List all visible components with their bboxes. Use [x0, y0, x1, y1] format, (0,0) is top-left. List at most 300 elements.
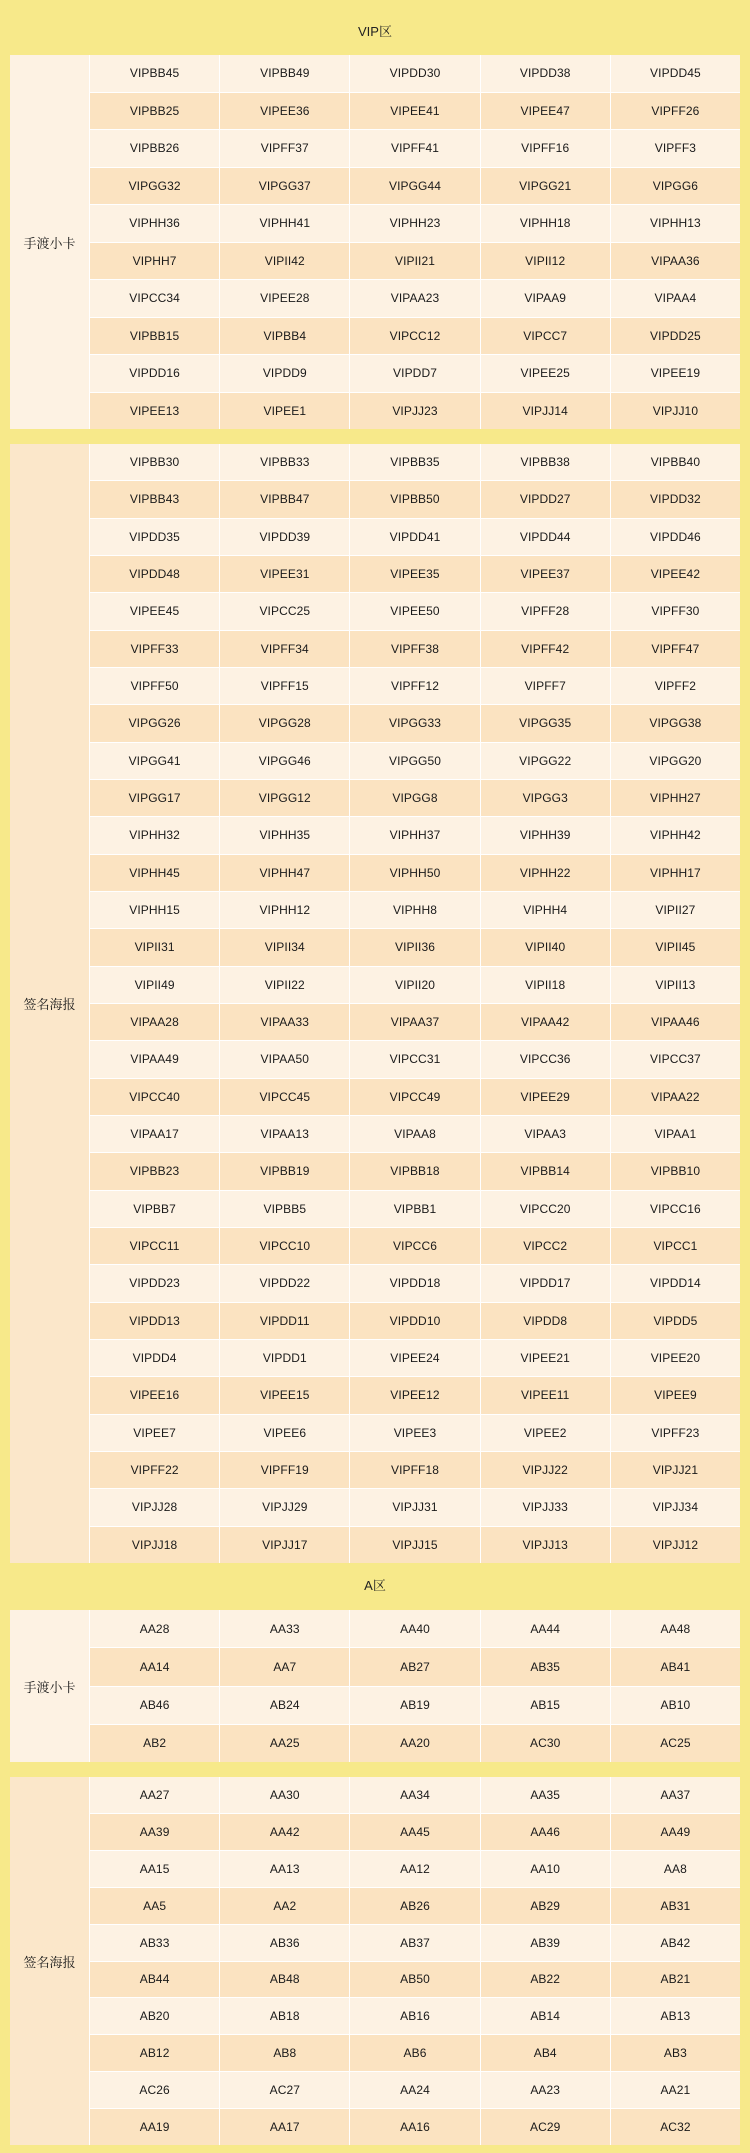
seat-code-cell: VIPCC36: [481, 1041, 611, 1077]
seat-code-cell: VIPHH36: [90, 205, 220, 242]
seat-code-cell: VIPEE13: [90, 393, 220, 430]
seat-code-cell: VIPAA8: [350, 1116, 480, 1152]
seat-code-cell: VIPII18: [481, 967, 611, 1003]
seat-code-cell: AB13: [660, 2009, 691, 2024]
seat-code-cell: VIPDD7: [350, 355, 480, 392]
seat-code-cell: AB12: [90, 2035, 220, 2071]
seat-code-cell: VIPEE29: [481, 1079, 611, 1115]
seat-code-cell: VIPDD23: [90, 1265, 220, 1301]
seat-code-cell: VIPAA36: [651, 253, 700, 268]
seat-code-cell: VIPBB14: [481, 1153, 611, 1189]
table-row: [90, 892, 740, 929]
seat-code-cell: VIPBB40: [650, 455, 701, 470]
seat-code-cell: AA13: [220, 1851, 350, 1887]
seat-code-cell: VIPCC16: [650, 1201, 701, 1216]
seat-code-cell: AC30: [481, 1725, 611, 1762]
seat-code-cell: AB6: [350, 2035, 480, 2071]
seat-code-cell: VIPAA23: [350, 280, 480, 317]
seat-code-cell: VIPEE16: [90, 1377, 220, 1413]
seat-code-cell: VIPJJ28: [90, 1489, 220, 1525]
group-label: 签名海报: [10, 444, 90, 1563]
table-row: [90, 743, 740, 780]
seat-code-cell: VIPDD44: [481, 519, 611, 555]
seat-code-cell: VIPCC45: [220, 1079, 350, 1115]
seat-code-cell: VIPEE11: [481, 1377, 611, 1413]
seat-code-cell: VIPHH17: [650, 865, 701, 880]
seat-code-cell: AC29: [481, 2109, 611, 2145]
seat-code-cell: VIPEE21: [481, 1340, 611, 1376]
seat-code-cell: VIPEE50: [350, 593, 480, 629]
seat-code-cell: VIPHH12: [220, 892, 350, 928]
seat-code-cell: VIPDD13: [90, 1303, 220, 1339]
seat-code-cell: VIPBB23: [90, 1153, 220, 1189]
seat-code-cell: VIPHH18: [481, 205, 611, 242]
seat-code-cell: VIPII12: [481, 243, 611, 280]
seat-table: [90, 444, 740, 1563]
seat-code-cell: VIPDD35: [90, 519, 220, 555]
seat-code-cell: VIPFF41: [350, 130, 480, 167]
table-row: [90, 1814, 740, 1851]
seat-code-cell: VIPHH32: [90, 817, 220, 853]
table-row: [90, 2035, 740, 2072]
table-row: [90, 318, 740, 356]
seat-code-cell: VIPJJ13: [481, 1527, 611, 1563]
seat-code-cell: VIPAA9: [481, 280, 611, 317]
seat-code-cell: VIPGG32: [90, 168, 220, 205]
seat-code-cell: VIPHH45: [90, 855, 220, 891]
table-row: [90, 967, 740, 1004]
table-row: [90, 1489, 740, 1526]
seat-code-cell: VIPDD39: [220, 519, 350, 555]
seat-code-cell: VIPAA49: [90, 1041, 220, 1077]
seat-code-cell: VIPBB30: [90, 444, 220, 480]
seat-code-cell: VIPHH27: [650, 791, 701, 806]
seat-code-cell: VIPGG44: [350, 168, 480, 205]
table-row: [90, 1079, 740, 1116]
table-row: [90, 1041, 740, 1078]
table-row: [90, 355, 740, 393]
seat-code-cell: VIPHH50: [350, 855, 480, 891]
seat-code-cell: AA24: [350, 2072, 480, 2108]
seat-code-cell: VIPDD5: [653, 1313, 698, 1328]
seat-code-cell: VIPII22: [220, 967, 350, 1003]
seat-code-cell: VIPFF33: [90, 631, 220, 667]
seat-code-cell: VIPHH41: [220, 205, 350, 242]
seat-code-cell: AB39: [481, 1925, 611, 1961]
photocard-group: [10, 1610, 740, 1762]
seat-code-cell: AA19: [90, 2109, 220, 2145]
seat-code-cell: VIPAA22: [651, 1089, 700, 1104]
seat-code-cell: AA27: [90, 1777, 220, 1813]
seat-code-cell: AA16: [350, 2109, 480, 2145]
seat-code-cell: VIPEE47: [481, 93, 611, 130]
seat-code-cell: VIPDD48: [90, 556, 220, 592]
seat-code-cell: VIPII20: [350, 967, 480, 1003]
seat-code-cell: AA33: [220, 1610, 350, 1647]
seat-code-cell: VIPBB1: [350, 1191, 480, 1227]
seat-code-cell: VIPGG17: [90, 780, 220, 816]
table-row: [90, 1116, 740, 1153]
section-title: VIP区: [358, 24, 392, 39]
table-row: [90, 1377, 740, 1414]
seat-code-cell: VIPII21: [350, 243, 480, 280]
seat-code-cell: VIPCC49: [350, 1079, 480, 1115]
seat-code-cell: VIPDD22: [220, 1265, 350, 1301]
seat-code-cell: VIPEE25: [481, 355, 611, 392]
seat-code-cell: VIPBB47: [220, 481, 350, 517]
seat-code-cell: AB37: [350, 1925, 480, 1961]
seat-code-cell: VIPDD18: [350, 1265, 480, 1301]
seat-code-cell: AB22: [481, 1962, 611, 1998]
table-row: [90, 780, 740, 817]
table-row: [90, 1452, 740, 1489]
table-row: [90, 1265, 740, 1302]
seat-code-cell: VIPEE1: [220, 393, 350, 430]
seat-code-cell: VIPEE3: [350, 1415, 480, 1451]
seat-code-cell: VIPGG6: [652, 178, 699, 193]
seat-code-cell: VIPEE31: [220, 556, 350, 592]
seat-code-cell: VIPDD25: [650, 328, 701, 343]
seat-code-cell: AB42: [660, 1935, 691, 1950]
seat-code-cell: AB27: [350, 1648, 480, 1685]
seat-code-cell: VIPDD27: [481, 481, 611, 517]
seat-code-cell: VIPFF12: [350, 668, 480, 704]
seat-code-cell: VIPBB5: [220, 1191, 350, 1227]
seat-code-cell: VIPCC6: [350, 1228, 480, 1264]
seat-code-cell: AA48: [660, 1621, 691, 1636]
seat-code-cell: AC26: [90, 2072, 220, 2108]
seat-code-cell: AB50: [350, 1962, 480, 1998]
seat-code-cell: VIPII13: [655, 977, 696, 992]
table-row: [90, 280, 740, 318]
seat-code-cell: VIPHH4: [481, 892, 611, 928]
seat-code-cell: VIPCC7: [481, 318, 611, 355]
seat-code-cell: AB4: [481, 2035, 611, 2071]
seat-code-cell: AA34: [350, 1777, 480, 1813]
seat-code-cell: VIPBB33: [220, 444, 350, 480]
seat-table: [90, 1610, 740, 1762]
seat-code-cell: VIPEE19: [650, 366, 701, 381]
seat-code-cell: VIPHH35: [220, 817, 350, 853]
seat-code-cell: AA20: [350, 1725, 480, 1762]
seat-code-cell: AB16: [350, 1998, 480, 2034]
seat-code-cell: VIPHH39: [481, 817, 611, 853]
table-row: [90, 1228, 740, 1265]
seat-code-cell: AA28: [90, 1610, 220, 1647]
seat-code-cell: AC32: [660, 2120, 691, 2135]
seat-code-cell: VIPFF28: [481, 593, 611, 629]
seat-code-cell: AA17: [220, 2109, 350, 2145]
seat-code-cell: VIPGG37: [220, 168, 350, 205]
seat-code-cell: VIPGG50: [350, 743, 480, 779]
seat-code-cell: VIPFF30: [651, 604, 700, 619]
table-row: [90, 1648, 740, 1686]
table-row: [90, 1415, 740, 1452]
seat-code-cell: VIPHH42: [650, 828, 701, 843]
seat-code-cell: AB15: [481, 1687, 611, 1724]
seat-code-cell: VIPDD1: [220, 1340, 350, 1376]
seat-code-cell: VIPGG41: [90, 743, 220, 779]
seat-code-cell: VIPGG28: [220, 705, 350, 741]
seat-code-cell: AB3: [663, 2046, 687, 2061]
seat-code-cell: VIPJJ21: [652, 1463, 699, 1478]
seat-code-cell: AB44: [90, 1962, 220, 1998]
seat-code-cell: VIPFF38: [350, 631, 480, 667]
table-row: [90, 1687, 740, 1725]
seat-code-cell: VIPJJ23: [350, 393, 480, 430]
table-row: [90, 817, 740, 854]
group-label: 手渡小卡: [10, 55, 90, 429]
seat-code-cell: VIPDD32: [650, 492, 701, 507]
seat-code-cell: VIPCC31: [350, 1041, 480, 1077]
table-row: [90, 556, 740, 593]
seat-code-cell: AA30: [220, 1777, 350, 1813]
seat-code-cell: AA8: [663, 1861, 687, 1876]
seat-code-cell: VIPBB43: [90, 481, 220, 517]
seat-code-cell: VIPFF50: [90, 668, 220, 704]
table-row: [90, 2109, 740, 2145]
seat-code-cell: VIPEE41: [350, 93, 480, 130]
seat-code-cell: VIPEE36: [220, 93, 350, 130]
seat-code-cell: VIPDD4: [90, 1340, 220, 1376]
seat-code-cell: VIPBB10: [650, 1164, 701, 1179]
table-row: [90, 1888, 740, 1925]
table-row: [90, 1340, 740, 1377]
seat-code-cell: VIPJJ10: [652, 403, 699, 418]
seat-code-cell: VIPEE7: [90, 1415, 220, 1451]
table-row: [90, 1998, 740, 2035]
seat-code-cell: VIPEE24: [350, 1340, 480, 1376]
seat-code-cell: AC25: [660, 1736, 691, 1751]
seat-code-cell: VIPHH22: [481, 855, 611, 891]
seat-code-cell: VIPCC1: [653, 1239, 698, 1254]
seat-code-cell: VIPCC10: [220, 1228, 350, 1264]
seat-code-cell: VIPEE28: [220, 280, 350, 317]
seat-code-cell: AB48: [220, 1962, 350, 1998]
seat-code-cell: VIPJJ29: [220, 1489, 350, 1525]
seat-code-cell: VIPDD16: [90, 355, 220, 392]
table-row: [90, 130, 740, 168]
seat-code-cell: AB19: [350, 1687, 480, 1724]
table-row: [90, 1191, 740, 1228]
table-row: [90, 1527, 740, 1563]
seat-code-cell: VIPCC34: [90, 280, 220, 317]
seat-code-cell: AA44: [481, 1610, 611, 1647]
table-row: [90, 855, 740, 892]
seat-code-cell: AB35: [481, 1648, 611, 1685]
seat-code-cell: AA49: [660, 1824, 691, 1839]
seat-code-cell: VIPDD41: [350, 519, 480, 555]
seat-code-cell: AA15: [90, 1851, 220, 1887]
seat-code-cell: AA25: [220, 1725, 350, 1762]
seat-code-cell: VIPJJ17: [220, 1527, 350, 1563]
seat-code-cell: VIPEE42: [650, 567, 701, 582]
seat-code-cell: VIPAA13: [220, 1116, 350, 1152]
seat-code-cell: VIPDD14: [650, 1276, 701, 1291]
seat-code-cell: VIPDD45: [650, 66, 701, 81]
seat-code-cell: VIPDD10: [350, 1303, 480, 1339]
seat-code-cell: VIPJJ15: [350, 1527, 480, 1563]
seat-code-cell: VIPCC25: [220, 593, 350, 629]
seat-code-cell: VIPII31: [90, 929, 220, 965]
seat-code-cell: VIPCC40: [90, 1079, 220, 1115]
seat-code-cell: VIPGG3: [481, 780, 611, 816]
seat-code-cell: VIPBB25: [90, 93, 220, 130]
seat-code-cell: AA5: [90, 1888, 220, 1924]
seat-code-cell: AA7: [220, 1648, 350, 1685]
seat-code-cell: VIPFF2: [654, 679, 697, 694]
seat-code-cell: AA12: [350, 1851, 480, 1887]
seat-code-cell: VIPDD46: [650, 529, 701, 544]
seat-code-cell: VIPEE12: [350, 1377, 480, 1413]
seat-code-cell: VIPHH13: [650, 216, 701, 231]
seat-code-cell: AB24: [220, 1687, 350, 1724]
seat-code-cell: VIPBB19: [220, 1153, 350, 1189]
seat-code-cell: AB10: [660, 1698, 691, 1713]
seat-code-cell: VIPCC20: [481, 1191, 611, 1227]
table-row: [90, 481, 740, 518]
seat-code-cell: VIPAA37: [350, 1004, 480, 1040]
seat-code-cell: VIPEE35: [350, 556, 480, 592]
seat-code-cell: VIPJJ14: [481, 393, 611, 430]
signed-poster-group: [10, 444, 740, 1563]
seat-code-cell: VIPBB50: [350, 481, 480, 517]
seat-code-cell: AB41: [660, 1659, 691, 1674]
seat-code-cell: VIPFF26: [651, 103, 700, 118]
seat-code-cell: AB33: [90, 1925, 220, 1961]
seat-code-cell: AA14: [90, 1648, 220, 1685]
table-row: [90, 168, 740, 206]
table-row: [90, 668, 740, 705]
seat-code-cell: AB26: [350, 1888, 480, 1924]
seat-code-cell: AC27: [220, 2072, 350, 2108]
seat-code-cell: VIPJJ12: [652, 1537, 699, 1552]
seat-code-cell: VIPCC12: [350, 318, 480, 355]
seat-code-cell: VIPII34: [220, 929, 350, 965]
table-row: [90, 1725, 740, 1762]
seat-code-cell: VIPHH8: [350, 892, 480, 928]
seat-code-cell: VIPJJ31: [350, 1489, 480, 1525]
seat-code-cell: VIPGG26: [90, 705, 220, 741]
seat-code-cell: VIPEE15: [220, 1377, 350, 1413]
seat-code-cell: VIPJJ22: [481, 1452, 611, 1488]
seat-code-cell: VIPAA50: [220, 1041, 350, 1077]
seat-code-cell: AB20: [90, 1998, 220, 2034]
seat-code-cell: VIPHH23: [350, 205, 480, 242]
seat-code-cell: VIPFF15: [220, 668, 350, 704]
seat-code-cell: VIPAA46: [651, 1015, 700, 1030]
seat-code-cell: VIPBB4: [220, 318, 350, 355]
seat-table: [90, 55, 740, 429]
seat-code-cell: VIPBB35: [350, 444, 480, 480]
seat-code-cell: AB14: [481, 1998, 611, 2034]
seat-code-cell: VIPFF19: [220, 1452, 350, 1488]
seat-code-cell: VIPGG20: [649, 753, 702, 768]
seat-code-cell: VIPAA33: [220, 1004, 350, 1040]
seat-code-cell: VIPFF37: [220, 130, 350, 167]
seat-code-cell: VIPFF22: [90, 1452, 220, 1488]
seat-code-cell: AA46: [481, 1814, 611, 1850]
seat-code-cell: VIPEE2: [481, 1415, 611, 1451]
group-label: 手渡小卡: [10, 1610, 90, 1762]
seat-code-cell: AB18: [220, 1998, 350, 2034]
seat-code-cell: AA37: [660, 1787, 691, 1802]
seat-code-cell: VIPFF7: [481, 668, 611, 704]
table-row: [90, 93, 740, 131]
seat-code-cell: VIPBB15: [90, 318, 220, 355]
seat-code-cell: VIPHH7: [90, 243, 220, 280]
seat-code-cell: AB29: [481, 1888, 611, 1924]
seat-code-cell: VIPHH15: [90, 892, 220, 928]
seat-code-cell: AA42: [220, 1814, 350, 1850]
seat-code-cell: AB21: [660, 1972, 691, 1987]
seat-code-cell: AA23: [481, 2072, 611, 2108]
seat-code-cell: VIPAA1: [654, 1127, 697, 1142]
seat-code-cell: VIPFF42: [481, 631, 611, 667]
table-row: [90, 205, 740, 243]
seat-code-cell: VIPFF16: [481, 130, 611, 167]
seat-code-cell: VIPEE45: [90, 593, 220, 629]
seat-code-cell: AB8: [220, 2035, 350, 2071]
table-row: [90, 1153, 740, 1190]
table-row: [90, 1962, 740, 1999]
seat-code-cell: VIPGG12: [220, 780, 350, 816]
seat-code-cell: VIPBB7: [90, 1191, 220, 1227]
table-row: [90, 243, 740, 281]
table-row: [90, 444, 740, 481]
seat-code-cell: AA2: [220, 1888, 350, 1924]
seat-code-cell: VIPAA3: [481, 1116, 611, 1152]
seat-code-cell: AA35: [481, 1777, 611, 1813]
seat-code-cell: VIPII49: [90, 967, 220, 1003]
table-row: [90, 519, 740, 556]
seat-code-cell: AB31: [660, 1898, 691, 1913]
table-row: [90, 705, 740, 742]
seat-code-cell: VIPFF3: [654, 141, 697, 156]
seat-code-cell: VIPII27: [655, 903, 696, 918]
seat-code-cell: VIPGG38: [649, 716, 702, 731]
seat-code-cell: AB36: [220, 1925, 350, 1961]
seat-code-cell: VIPBB26: [90, 130, 220, 167]
seat-code-cell: VIPJJ33: [481, 1489, 611, 1525]
seat-code-cell: VIPJJ18: [90, 1527, 220, 1563]
seat-code-cell: VIPFF23: [651, 1425, 700, 1440]
photocard-group: [10, 55, 740, 429]
seat-code-cell: VIPEE37: [481, 556, 611, 592]
seat-code-cell: AA21: [660, 2083, 691, 2098]
seat-code-cell: VIPDD30: [350, 55, 480, 92]
seat-code-cell: VIPHH37: [350, 817, 480, 853]
table-row: [90, 1851, 740, 1888]
seat-code-cell: VIPII42: [220, 243, 350, 280]
seat-code-cell: VIPAA4: [654, 291, 697, 306]
table-row: [90, 1777, 740, 1814]
seat-code-cell: AA45: [350, 1814, 480, 1850]
seat-code-cell: VIPBB49: [220, 55, 350, 92]
seat-code-cell: VIPBB18: [350, 1153, 480, 1189]
seat-code-cell: VIPDD11: [220, 1303, 350, 1339]
seat-code-cell: VIPBB38: [481, 444, 611, 480]
seat-code-cell: AB2: [90, 1725, 220, 1762]
signed-poster-group: [10, 1777, 740, 2145]
seat-code-cell: VIPGG21: [481, 168, 611, 205]
table-row: [90, 1610, 740, 1648]
table-row: [90, 393, 740, 430]
table-row: [90, 1004, 740, 1041]
seat-code-cell: VIPII36: [350, 929, 480, 965]
seat-code-cell: AA40: [350, 1610, 480, 1647]
seat-code-cell: VIPHH47: [220, 855, 350, 891]
